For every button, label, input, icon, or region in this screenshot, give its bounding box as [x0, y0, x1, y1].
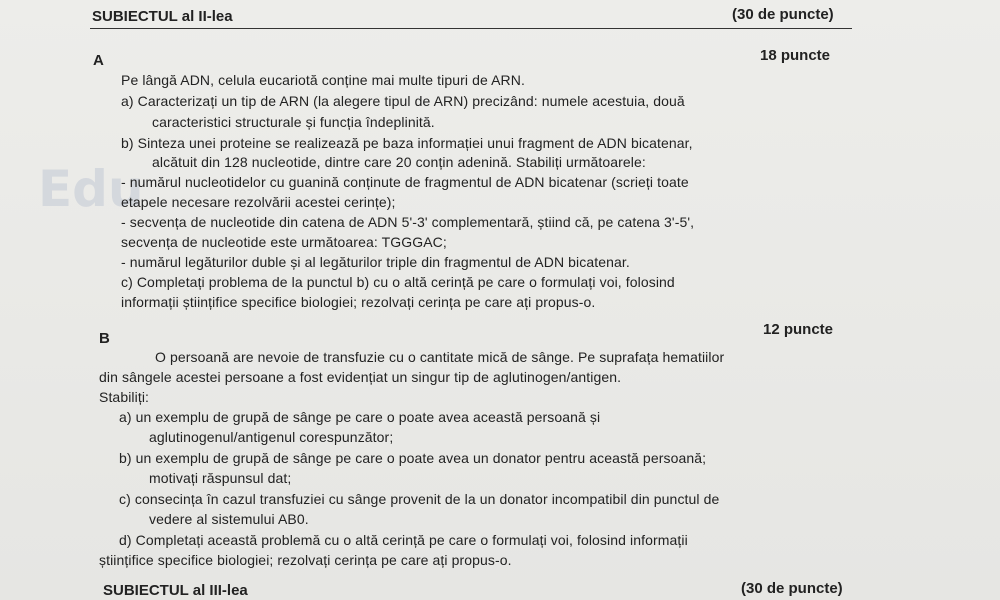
watermark: Edu [38, 160, 144, 218]
part-a-line: - secvența de nucleotide din catena de ADN 5'-3' complementară, știind că, pe catena 3'-5', [121, 214, 695, 230]
part-a-line: secvența de nucleotide este următoarea: TGGGAC; [121, 234, 447, 250]
part-b-line: d) Completați această problemă cu o altă cerință pe care o formulați voi, folosind informații [119, 532, 688, 548]
part-a-line: - numărul legăturilor duble și al legăturilor triple din fragmentul de ADN bicatenar. [121, 254, 630, 270]
part-b-points: 12 puncte [763, 321, 834, 338]
part-a-line: informații științifice specifice biologiei; rezolvați cerința pe care ați propus-o. [121, 294, 596, 310]
part-b-line: b) un exemplu de grupă de sânge pe care o poate avea un donator pentru această persoană; [119, 450, 707, 466]
part-b-line: O persoană are nevoie de transfuzie cu o cantitate mică de sânge. Pe suprafața hematiilor [155, 349, 725, 365]
part-a-line: - numărul nucleotidelor cu guanină conținute de fragmentul de ADN bicatenar (scrieți toate [121, 174, 689, 190]
part-a-line: b) Sinteza unei proteine se realizează pe baza informației unui fragment de ADN bicatenar, [121, 135, 693, 151]
part-a-letter: A [93, 52, 104, 69]
part-b-line: a) un exemplu de grupă de sânge pe care o poate avea această persoană și [119, 409, 601, 425]
part-b-line: Stabiliți: [99, 389, 150, 405]
section-title: SUBIECTUL al II-lea [92, 8, 233, 25]
part-b-line: științifice specifice biologiei; rezolvați cerința pe care ați propus-o. [99, 552, 512, 568]
part-b-letter: B [99, 330, 110, 347]
part-a-line: caracteristici structurale și funcția îndeplinită. [152, 114, 435, 130]
part-a-line: etapele necesare rezolvării acestei cerințe); [121, 194, 396, 210]
part-a-line: a) Caracterizați un tip de ARN (la alegere tipul de ARN) precizând: numele acestuia, două [121, 93, 685, 109]
part-a-points: 18 puncte [760, 47, 831, 64]
part-b-line: aglutinogenul/antigenul corespunzător; [149, 429, 394, 445]
part-b-line: c) consecința în cazul transfuziei cu sânge provenit de la un donator incompatibil din punctul de [119, 491, 720, 507]
section-points: (30 de puncte) [732, 6, 834, 23]
part-a-line: Pe lângă ADN, celula eucariotă conține mai multe tipuri de ARN. [121, 72, 525, 88]
part-a-line: alcătuit din 128 nucleotide, dintre care 20 conțin adenină. Stabiliți următoarele: [152, 154, 646, 170]
part-b-line: motivați răspunsul dat; [149, 470, 292, 486]
part-b-line: din sângele acestei persoane a fost evidențiat un singur tip de aglutinogen/antigen. [99, 369, 622, 385]
part-b-line: vedere al sistemului AB0. [149, 511, 309, 527]
section-divider [90, 28, 852, 29]
section-points: (30 de puncte) [741, 580, 843, 597]
section-title: SUBIECTUL al III-lea [103, 582, 248, 599]
part-a-line: c) Completați problema de la punctul b) cu o altă cerință pe care o formulați voi, folosind [121, 274, 675, 290]
